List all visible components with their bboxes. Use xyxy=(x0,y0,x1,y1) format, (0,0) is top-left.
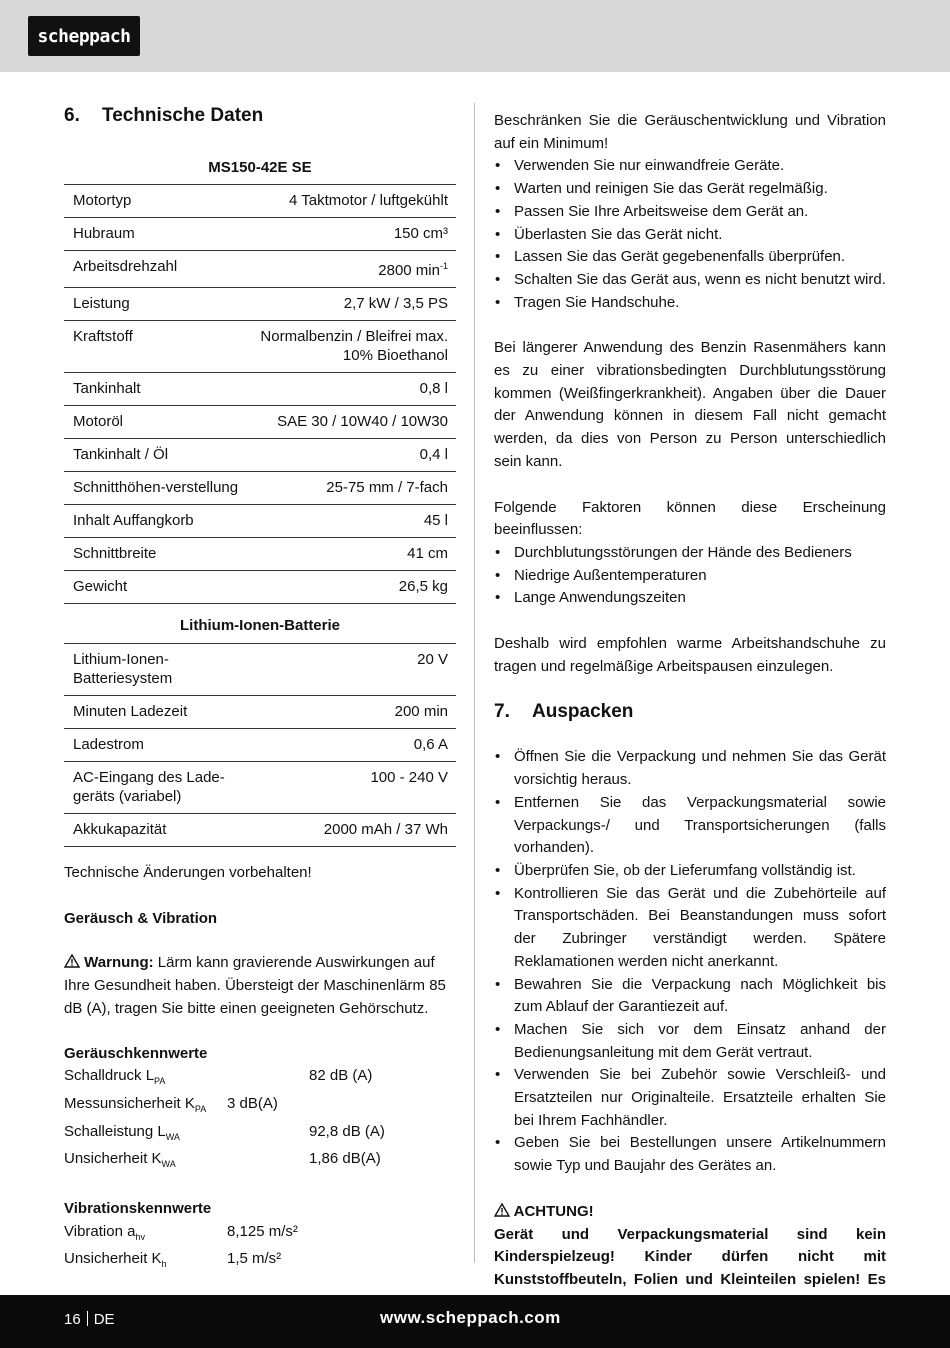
spec-row xyxy=(64,761,456,813)
spec-row xyxy=(64,405,456,438)
spec-value-text: 150 cm³ xyxy=(393,225,448,242)
spec-value-text: 26,5 kg xyxy=(398,578,448,595)
value-amount: 1,86 dB(A) xyxy=(309,1150,381,1168)
spec-label: Leistung xyxy=(73,295,130,312)
spec-value xyxy=(399,577,448,596)
value-label-text: Vibration a xyxy=(64,1222,136,1240)
value-row xyxy=(64,1065,456,1093)
recommendation-paragraph: Deshalb wird empfohlen warme Arbeitshandschuhe zu tragen und regelmäßige Arbeitspausen einzulegen. xyxy=(494,635,886,675)
value-label xyxy=(64,1065,309,1093)
unpack-list xyxy=(494,746,886,1177)
section-title: Technische Daten xyxy=(102,105,264,126)
value-amount: 3 dB(A) xyxy=(227,1094,278,1112)
spec-label: Inhalt Auffangkorb xyxy=(73,512,194,529)
value-row xyxy=(64,1221,456,1249)
spec-label: Tankinhalt xyxy=(73,380,141,397)
spec-label: Ladestrom xyxy=(73,736,144,753)
spec-row xyxy=(64,570,456,604)
spec-value xyxy=(424,511,448,530)
spec-label: Minuten Ladezeit xyxy=(73,703,188,720)
right-column xyxy=(494,110,886,1314)
vibration-values-list xyxy=(64,1221,456,1276)
spec-row xyxy=(64,643,456,695)
spec-value xyxy=(344,294,448,313)
value-label-text: Messunsicherheit K xyxy=(64,1094,195,1112)
spec-row xyxy=(64,504,456,537)
list-item: • Entfernen Sie das Verpackungsmaterial sowie Verpackungs-/ und Transportsicherungen (falls vorhanden). xyxy=(494,792,886,860)
noise-heading: Geräusch & Vibration xyxy=(64,909,218,927)
section-number: 7. xyxy=(494,701,510,723)
spec-value-text: 2,7 kW / 3,5 PS xyxy=(343,295,448,312)
spec-table xyxy=(64,184,456,604)
spec-row xyxy=(64,320,456,372)
changes-note: Technische Änderungen vorbehalten! xyxy=(64,864,312,881)
spec-label: Tankinhalt / Öl xyxy=(73,446,169,463)
value-row xyxy=(64,1121,456,1149)
header-bar xyxy=(0,0,950,72)
footer-bar xyxy=(0,1295,950,1348)
spec-label: Motortyp xyxy=(73,192,132,209)
value-amount: 8,125 m/s² xyxy=(227,1222,298,1240)
spec-row xyxy=(64,471,456,504)
value-label-text: Unsicherheit K xyxy=(64,1250,162,1268)
spec-value-text: 4 Taktmotor / luftgekühlt xyxy=(289,192,448,209)
list-item: • Kontrollieren Sie das Gerät und die Zubehörteile auf Transportschäden. Bei Beanstandungen muss sofort der Zubringer verständigt werden. Spätere Reklamationen werden nicht anerkannt. xyxy=(494,883,886,974)
separator xyxy=(87,1311,88,1326)
spec-row xyxy=(64,728,456,761)
spec-value xyxy=(417,650,448,669)
value-row xyxy=(64,1093,456,1121)
list-item: • Überlasten Sie das Gerät nicht. xyxy=(494,224,886,247)
factors-list xyxy=(494,542,886,610)
value-label-text: Schalldruck L xyxy=(64,1067,155,1085)
spec-value-text: 0,4 l xyxy=(419,446,448,463)
spec-value-text: 0,6 A xyxy=(413,736,448,753)
list-item: • Machen Sie sich vor dem Einsatz anhand der Bedienungsanleitung mit dem Gerät vertraut. xyxy=(494,1019,886,1064)
long-use-paragraph: Bei längerer Anwendung des Benzin Rasenmähers kann es zu einer vibrationsbedingten Durchblutungsstörung kommen (Weißfingerkrankheit). Angaben über die Dauer der Anwendung können in diesem Fall nicht gemacht werden, da dies von Person zu Person unterschiedlich sein kann. xyxy=(494,339,886,470)
battery-table xyxy=(64,643,456,847)
value-label-subscript: PA xyxy=(154,1076,166,1087)
warning-text: Lärm kann gravierende Auswirkungen auf Ihre Gesundheit haben. Übersteigt der Maschinenlärm 85 dB (A), tragen Sie bitte einen geeigneten Gehörschutz. xyxy=(64,954,446,1017)
spec-value-text: 25-75 mm / 7-fach xyxy=(326,479,448,496)
spec-value-text: 0,8 l xyxy=(419,380,448,397)
warning-triangle-icon xyxy=(64,954,80,968)
spec-value xyxy=(414,735,448,754)
spec-value-text: SAE 30 / 10W40 / 10W30 xyxy=(277,413,448,430)
language-code: DE xyxy=(93,1311,115,1328)
section-title: Auspacken xyxy=(532,701,634,723)
spec-row xyxy=(64,695,456,728)
spec-label: Gewicht xyxy=(73,578,128,595)
list-item: • Tragen Sie Handschuhe. xyxy=(494,292,886,315)
value-label xyxy=(64,1148,309,1176)
spec-value xyxy=(228,327,448,365)
spec-value-text: 2000 mAh / 37 Wh xyxy=(323,821,448,838)
value-label xyxy=(64,1093,227,1121)
battery-title: Lithium-Ionen-Batterie xyxy=(180,617,340,634)
spec-value xyxy=(420,379,448,398)
spec-value xyxy=(277,412,448,431)
spec-value-text: 100 - 240 V xyxy=(370,769,448,786)
intro-bullet-list xyxy=(494,155,886,314)
spec-value xyxy=(289,191,448,210)
list-item: • Öffnen Sie die Verpackung und nehmen Sie das Gerät vorsichtig heraus. xyxy=(494,746,886,791)
value-label-subscript: PA xyxy=(194,1103,207,1114)
spec-value xyxy=(326,478,448,497)
list-item: • Passen Sie Ihre Arbeitsweise dem Gerät an. xyxy=(494,201,886,224)
spec-row xyxy=(64,184,456,217)
value-row xyxy=(64,1248,456,1276)
spec-value-text: 2800 min xyxy=(378,262,440,279)
spec-value xyxy=(324,820,448,839)
value-label-subscript: hv xyxy=(135,1231,145,1242)
spec-row xyxy=(64,287,456,320)
attention-label: ACHTUNG! xyxy=(513,1202,594,1220)
section-number: 6. xyxy=(64,105,80,126)
left-column xyxy=(64,105,456,1276)
spec-label: AC-Eingang des Lade-geräts (variabel) xyxy=(73,769,225,805)
value-label xyxy=(64,1121,309,1149)
list-item: • Warten und reinigen Sie das Gerät regelmäßig. xyxy=(494,178,886,201)
spec-value-text: 45 l xyxy=(423,512,448,529)
value-row xyxy=(64,1148,456,1176)
value-amount: 1,5 m/s² xyxy=(227,1250,282,1268)
spec-value xyxy=(395,702,448,721)
spec-label: Hubraum xyxy=(73,225,135,242)
spec-value-text: 20 V xyxy=(417,651,448,668)
section-7-heading xyxy=(494,701,886,723)
value-label-subscript: WA xyxy=(165,1131,180,1142)
spec-label: Akkukapazität xyxy=(73,821,167,838)
value-label xyxy=(64,1248,227,1276)
spec-value-text: 200 min xyxy=(394,703,448,720)
list-item: • Niedrige Außentemperaturen xyxy=(494,565,886,588)
page-number: 16 xyxy=(64,1311,81,1328)
warning-paragraph xyxy=(64,952,456,1020)
spec-row xyxy=(64,372,456,405)
spec-value-text: 41 cm xyxy=(407,545,448,562)
spec-row xyxy=(64,813,456,847)
value-label-text: Unsicherheit K xyxy=(64,1150,162,1168)
spec-row xyxy=(64,537,456,570)
value-label-subscript: WA xyxy=(161,1159,176,1170)
spec-value xyxy=(378,257,448,280)
spec-row xyxy=(64,217,456,250)
factors-intro: Folgende Faktoren können diese Erscheinung beeinflussen: xyxy=(494,498,886,539)
spec-label: Schnittbreite xyxy=(73,545,157,562)
list-item: • Lange Anwendungszeiten xyxy=(494,587,886,610)
list-item: • Durchblutungsstörungen der Hände des Bedieners xyxy=(494,542,886,565)
intro-paragraph: Beschränken Sie die Geräuschentwicklung und Vibration auf ein Minimum! xyxy=(494,112,886,152)
vibration-heading: Vibrationskennwerte xyxy=(64,1200,212,1218)
spec-value-text: Normalbenzin / Bleifrei max. 10% Bioethanol xyxy=(260,328,448,364)
list-item: • Überprüfen Sie, ob der Lieferumfang vollständig ist. xyxy=(494,860,886,883)
spec-label: Motoröl xyxy=(73,413,124,430)
value-amount: 92,8 dB (A) xyxy=(309,1122,385,1140)
list-item: • Bewahren Sie die Verpackung nach Möglichkeit bis zum Ablauf der Garantiezeit auf. xyxy=(494,974,886,1019)
list-item: • Lassen Sie das Gerät gegebenenfalls überprüfen. xyxy=(494,246,886,269)
list-item: • Schalten Sie das Gerät aus, wenn es nicht benutzt wird. xyxy=(494,269,886,292)
spec-row xyxy=(64,250,456,287)
warning-triangle-icon xyxy=(494,1203,510,1217)
column-divider xyxy=(474,103,475,1263)
spec-row xyxy=(64,438,456,471)
logo-text: scheppach xyxy=(37,25,131,47)
list-item: • Geben Sie bei Bestellungen unsere Artikelnummern sowie Typ und Baujahr des Gerätes an. xyxy=(494,1132,886,1177)
spec-value-superscript: -1 xyxy=(439,261,448,271)
spec-value xyxy=(420,445,448,464)
section-6-heading xyxy=(64,105,456,127)
list-item: • Verwenden Sie nur einwandfreie Geräte. xyxy=(494,155,886,178)
warning-label: Warnung: xyxy=(84,954,154,972)
spec-label: Kraftstoff xyxy=(73,328,133,345)
model-name: MS150-42E SE xyxy=(208,159,312,176)
spec-value xyxy=(394,224,448,243)
noise-values-list xyxy=(64,1065,456,1176)
attention-heading xyxy=(494,1201,886,1224)
page-indicator xyxy=(64,1311,115,1328)
value-label xyxy=(64,1221,227,1249)
spec-value xyxy=(407,544,448,563)
value-label-subscript: h xyxy=(161,1259,167,1270)
website-link[interactable]: www.scheppach.com xyxy=(380,1308,561,1327)
spec-label: Lithium-Ionen-Batteriesystem xyxy=(73,651,173,687)
value-label-text: Schalleistung L xyxy=(64,1122,166,1140)
brand-logo xyxy=(28,16,140,56)
spec-label: Arbeitsdrehzahl xyxy=(73,258,178,275)
spec-label: Schnitthöhen-verstellung xyxy=(73,479,239,496)
spec-value xyxy=(370,768,448,787)
value-amount: 82 dB (A) xyxy=(309,1067,373,1085)
attention-text: Gerät und Verpackungsmaterial sind kein Kinderspielzeug! Kinder dürfen nicht mit Kunststoffbeuteln, Folien und Kleinteilen spielen! Es xyxy=(494,1225,886,1288)
list-item: • Verwenden Sie bei Zubehör sowie Verschleiß- und Ersatzteilen nur Originalteile. Ersatzteile erhalten Sie bei Ihrem Fachhändler. xyxy=(494,1064,886,1132)
noise-values-heading: Geräuschkennwerte xyxy=(64,1044,208,1062)
